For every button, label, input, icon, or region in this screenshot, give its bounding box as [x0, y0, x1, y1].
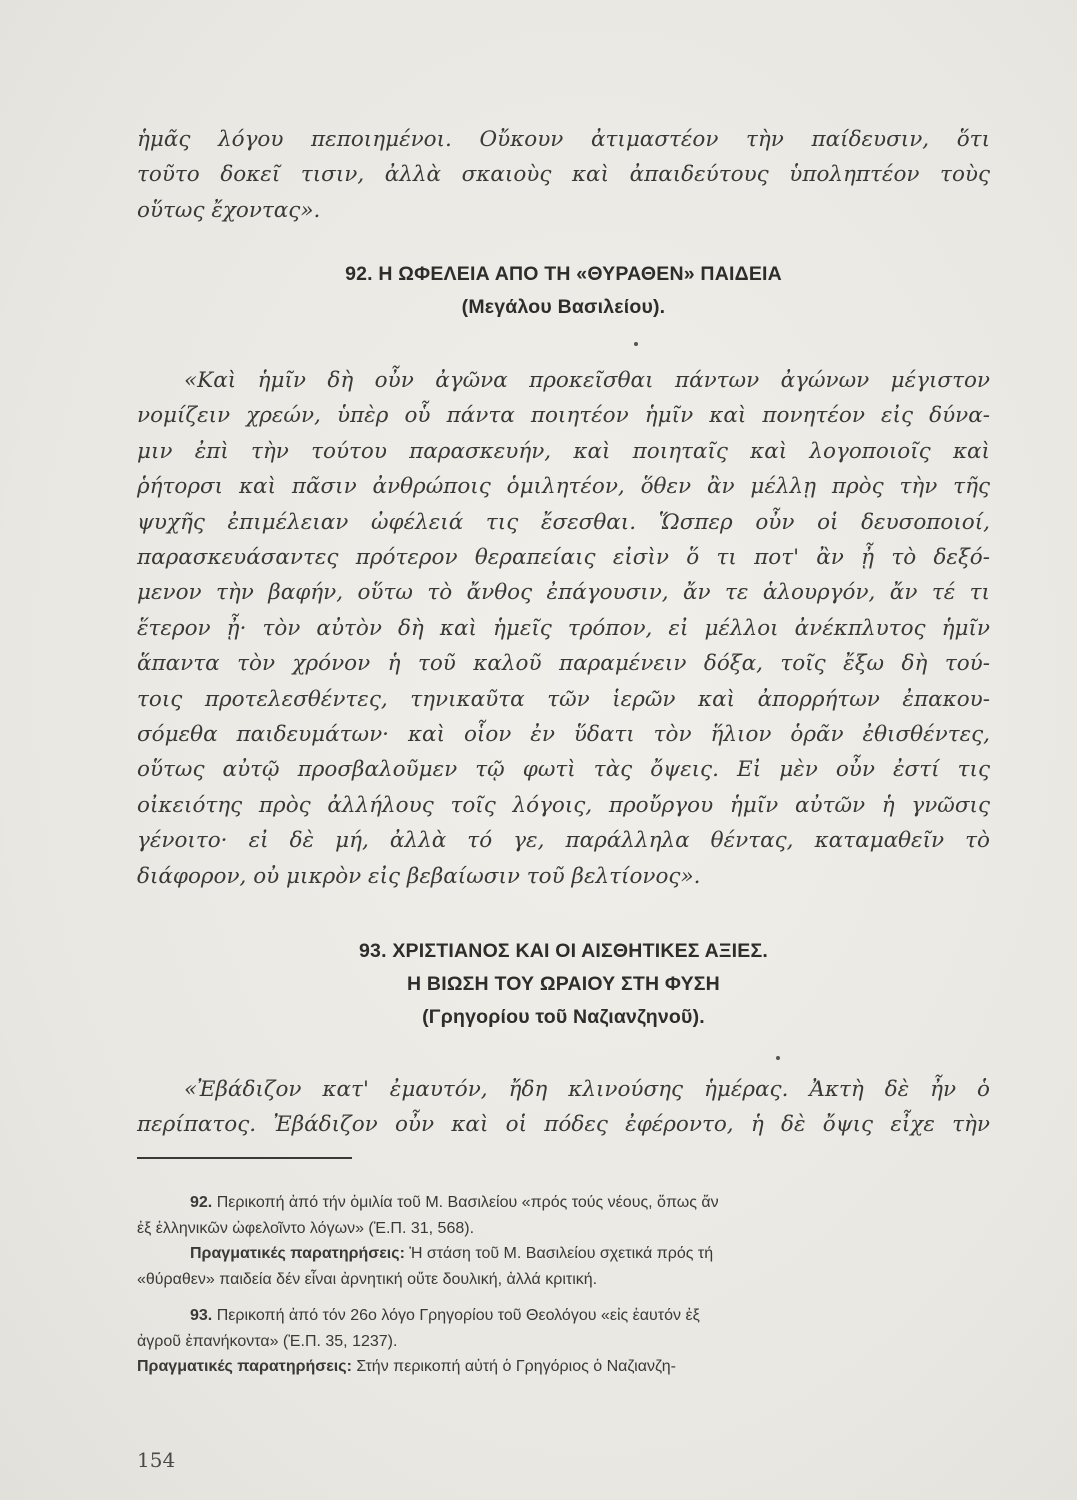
ink-dot	[634, 342, 638, 346]
footnote-number: 93.	[190, 1307, 213, 1324]
text-line: ψυχῆς ἐπιμέλειαν ὠφέλειά τις ἔσεσθαι. Ὥσπερ οὖν οἱ δευσοποιοί,	[137, 509, 990, 535]
footnotes	[137, 1190, 990, 1380]
text-line: νομίζειν χρεών, ὑπὲρ οὗ πάντα ποιητέον ἡμῖν καὶ πονητέον εἰς δύνα-	[137, 403, 990, 429]
section-93-heading	[137, 935, 990, 1034]
footnote-93	[137, 1303, 990, 1380]
text-line: οὕτως ἔχοντας».	[137, 197, 321, 223]
text-line: οἰκειότης πρὸς ἀλλήλους τοῖς λόγοις, προὔργου ἡμῖν αὐτῶν ἡ γνῶσις	[137, 792, 990, 818]
footnote-text: ἐξ ἑλληνικῶν ὠφελοῖντο λόγων» (Ἐ.Π. 31, 568).	[137, 1219, 475, 1237]
text-line: τοῦτο δοκεῖ τισιν, ἀλλὰ σκαιοὺς καὶ ἀπαιδεύτους ὑποληπτέον τοὺς	[137, 162, 990, 188]
text-line: γένοιτο· εἰ δὲ μή, ἀλλὰ τό γε, παράλληλα θέντας, καταμαθεῖν τὸ	[137, 828, 990, 854]
section-93-title-line1: 93. ΧΡΙΣΤΙΑΝΟΣ ΚΑΙ ΟΙ ΑΙΣΘΗΤΙΚΕΣ ΑΞΙΕΣ.	[359, 940, 768, 962]
footnote-label: Πραγματικές παρατηρήσεις:	[137, 1358, 352, 1375]
text-line: παρασκευάσαντες πρότερον θεραπείαις εἰσὶν ὅ τι ποτ' ἂν ᾖ τὸ δεξό-	[137, 545, 990, 571]
text-line: τοις προτελεσθέντες, τηνικαῦτα τῶν ἱερῶν καὶ ἀπορρήτων ἐπακου-	[137, 686, 990, 712]
footnote-remark: «θύραθεν» παιδεία δέν εἶναι ἀρνητική οὔτε δουλική, ἀλλά κριτική.	[137, 1270, 598, 1288]
text-line: περίπατος. Ἐβάδιζον οὖν καὶ οἱ πόδες ἐφέροντο, ἡ δὲ ὄψις εἶχε τὴν	[137, 1112, 990, 1138]
text-line: ῥήτορσι καὶ πᾶσιν ἀνθρώποις ὁμιλητέον, ὅθεν ἂν μέλλῃ πρὸς τὴν τῆς	[137, 474, 990, 500]
text-line: διάφορον, οὐ μικρὸν εἰς βεβαίωσιν τοῦ βελτίονος».	[137, 863, 701, 889]
text-line: ἕτερον ᾖ· τὸν αὐτὸν δὴ καὶ ἡμεῖς τρόπον, εἰ μέλλοι ἀνέκπλυτος ἡμῖν	[137, 615, 990, 641]
footnote-92	[137, 1190, 990, 1292]
section-92-title: 92. Η ΩΦΕΛΕΙΑ ΑΠΟ ΤΗ «ΘΥΡΑΘΕΝ» ΠΑΙΔΕΙΑ	[345, 263, 782, 285]
section-92-subtitle: (Μεγάλου Βασιλείου).	[461, 296, 666, 318]
text-line: ἅπαντα τὸν χρόνον ἡ τοῦ καλοῦ παραμένειν δόξα, τοῖς ἔξω δὴ τού-	[137, 651, 990, 677]
section-93-paragraph	[137, 1072, 990, 1143]
footnote-text: Περικοπή ἀπό τόν 26ο λόγο Γρηγορίου τοῦ Θεολόγου «εἰς ἑαυτόν ἐξ	[216, 1307, 700, 1324]
section-92-heading	[137, 258, 990, 324]
section-93-title-line2: Η ΒΙΩΣΗ ΤΟΥ ΩΡΑΙΟΥ ΣΤΗ ΦΥΣΗ	[407, 973, 720, 995]
footnote-number: 92.	[190, 1194, 213, 1211]
footnote-rule	[137, 1157, 352, 1159]
page-number: 154	[137, 1448, 176, 1472]
footnote-text: ἀγροῦ ἐπανήκοντα» (Ἐ.Π. 35, 1237).	[137, 1332, 398, 1350]
text-line: «Ἐβάδιζον κατ' ἐμαυτόν, ἤδη κλινούσης ἡμέρας. Ἀκτὴ δὲ ἦν ὁ	[184, 1077, 990, 1102]
text-line: μενον τὴν βαφήν, οὕτω τὸ ἄνθος ἐπάγουσιν, ἄν τε ἁλουργόν, ἄν τέ τι	[137, 580, 990, 606]
intro-paragraph	[137, 122, 990, 228]
text-line: μιν ἐπὶ τὴν τούτου παρασκευήν, καὶ ποιηταῖς καὶ λογοποιοῖς καὶ	[137, 438, 990, 464]
section-93-subtitle: (Γρηγορίου τοῦ Ναζιανζηνοῦ).	[422, 1006, 705, 1028]
ink-dot	[776, 1056, 780, 1060]
text-line: οὕτως αὐτῷ προσβαλοῦμεν τῷ φωτὶ τὰς ὄψεις. Εἰ μὲν οὖν ἐστί τις	[137, 757, 990, 783]
text-line: ἡμᾶς λόγου πεποιημένοι. Οὔκουν ἀτιμαστέον τὴν παίδευσιν, ὅτι	[137, 127, 990, 152]
section-92-paragraph	[137, 363, 990, 894]
footnote-label: Πραγματικές παρατηρήσεις:	[190, 1245, 405, 1262]
text-line: «Καὶ ἡμῖν δὴ οὖν ἀγῶνα προκεῖσθαι πάντων ἀγώνων μέγιστον	[184, 368, 990, 393]
footnote-text: Περικοπή ἀπό τήν ὁμιλία τοῦ Μ. Βασιλείου «πρός τούς νέους, ὅπως ἄν	[216, 1194, 719, 1211]
text-line: σόμεθα παιδευμάτων· καὶ οἷον ἐν ὕδατι τὸν ἥλιον ὁρᾶν ἐθισθέντες,	[137, 722, 990, 748]
footnote-remark: Ἡ στάση τοῦ Μ. Βασιλείου σχετικά πρός τή	[409, 1245, 714, 1262]
footnote-remark: Στήν περικοπή αὐτή ὁ Γρηγόριος ὁ Ναζιανζη-	[356, 1358, 676, 1375]
